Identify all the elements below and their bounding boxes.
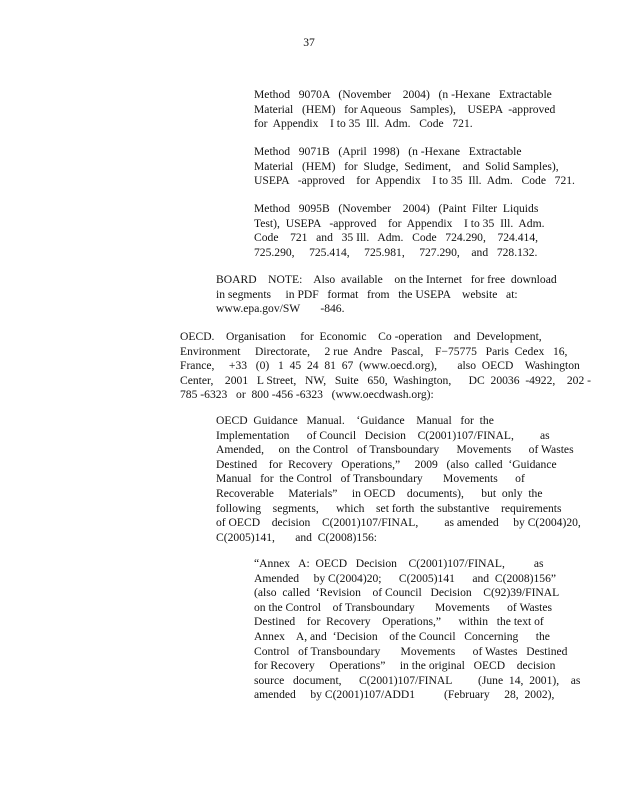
text-line: Code 721 and 35 Ill. Adm. Code 724.290, 724.414, <box>254 231 539 245</box>
text-line: Destined for Recovery Operations,” within the text of <box>254 615 544 629</box>
text-line: BOARD NOTE: Also available on the Internet for free download <box>216 273 557 286</box>
text-line: Amended by C(2004)20; C(2005)141 and C(2008)156” <box>254 571 557 585</box>
text-line: Center, 2001 L Street, NW, Suite 650, Washington, DC 20036 -4922, 202 - <box>180 373 592 387</box>
board-note-paragraph <box>216 273 557 317</box>
method-9071b-paragraph <box>254 145 575 189</box>
text-line: 785 -6323 or 800 -456 -6323 (www.oecdwash.org): <box>180 388 434 402</box>
method-9095b-paragraph <box>254 202 545 260</box>
text-line: OECD. Organisation for Economic Co -operation and Development, <box>180 330 542 343</box>
text-line: of OECD decision C(2001)107/FINAL, as amended by C(2004)20, <box>216 516 581 530</box>
text-line: Method 9071B (April 1998) (n -Hexane Extractable <box>254 145 522 158</box>
text-line: www.epa.gov/SW -846. <box>216 302 345 316</box>
text-line: (also called ‘Revision of Council Decision C(92)39/FINAL <box>254 586 560 600</box>
text-line: in segments in PDF format from the USEPA website at: <box>216 287 518 301</box>
text-line: Amended, on the Control of Transboundary Movements of Wastes <box>216 443 574 457</box>
text-line: France, +33 (0) 1 45 24 81 67 (www.oecd.org), also OECD Washington <box>180 359 580 373</box>
text-line: following segments, which set forth the substantive requirements <box>216 501 562 515</box>
text-line: Destined for Recovery Operations,” 2009 (also called ‘Guidance <box>216 457 557 471</box>
text-line: Control of Transboundary Movements of Wastes Destined <box>254 644 568 658</box>
text-line: Method 9095B (November 2004) (Paint Filter Liquids <box>254 202 539 215</box>
text-line: USEPA -approved for Appendix I to 35 Ill. Adm. Code 721. <box>254 174 575 188</box>
text-line: on the Control of Transboundary Movements of Wastes <box>254 600 553 614</box>
text-line: “Annex A: OECD Decision C(2001)107/FINAL, as <box>254 557 544 570</box>
text-line: Material (HEM) for Sludge, Sediment, and Solid Samples), <box>254 159 559 173</box>
text-line: for Recovery Operations” in the original OECD decision <box>254 659 556 673</box>
annex-a-paragraph <box>254 557 580 703</box>
text-line: Environment Directorate, 2 rue Andre Pascal, F−75775 Paris Cedex 16, <box>180 344 568 358</box>
text-line: C(2005)141, and C(2008)156: <box>216 530 378 544</box>
text-line: OECD Guidance Manual. ‘Guidance Manual for the <box>216 414 494 427</box>
text-line: for Appendix I to 35 Ill. Adm. Code 721. <box>254 117 473 131</box>
text-line: Test), USEPA -approved for Appendix I to 35 Ill. Adm. <box>254 216 545 230</box>
text-line: source document, C(2001)107/FINAL (June 14, 2001), as <box>254 673 581 687</box>
text-line: amended by C(2001)107/ADD1 (February 28, 2002), <box>254 688 555 702</box>
oecd-guidance-manual-paragraph <box>216 414 581 545</box>
text-line: 725.290, 725.414, 725.981, 727.290, and 728.132. <box>254 245 538 259</box>
method-9070a-paragraph <box>254 88 555 132</box>
oecd-entry-paragraph <box>180 330 591 403</box>
page-number: 37 <box>303 36 315 49</box>
text-line: Material (HEM) for Aqueous Samples), USEPA -approved <box>254 102 556 116</box>
text-line: Annex A, and ‘Decision of the Council Concerning the <box>254 629 550 643</box>
text-line: Method 9070A (November 2004) (n -Hexane Extractable <box>254 88 552 101</box>
text-line: Implementation of Council Decision C(2001)107/FINAL, as <box>216 428 550 442</box>
text-line: Manual for the Control of Transboundary Movements of <box>216 472 525 486</box>
text-line: Recoverable Materials” in OECD documents), but only the <box>216 486 543 500</box>
